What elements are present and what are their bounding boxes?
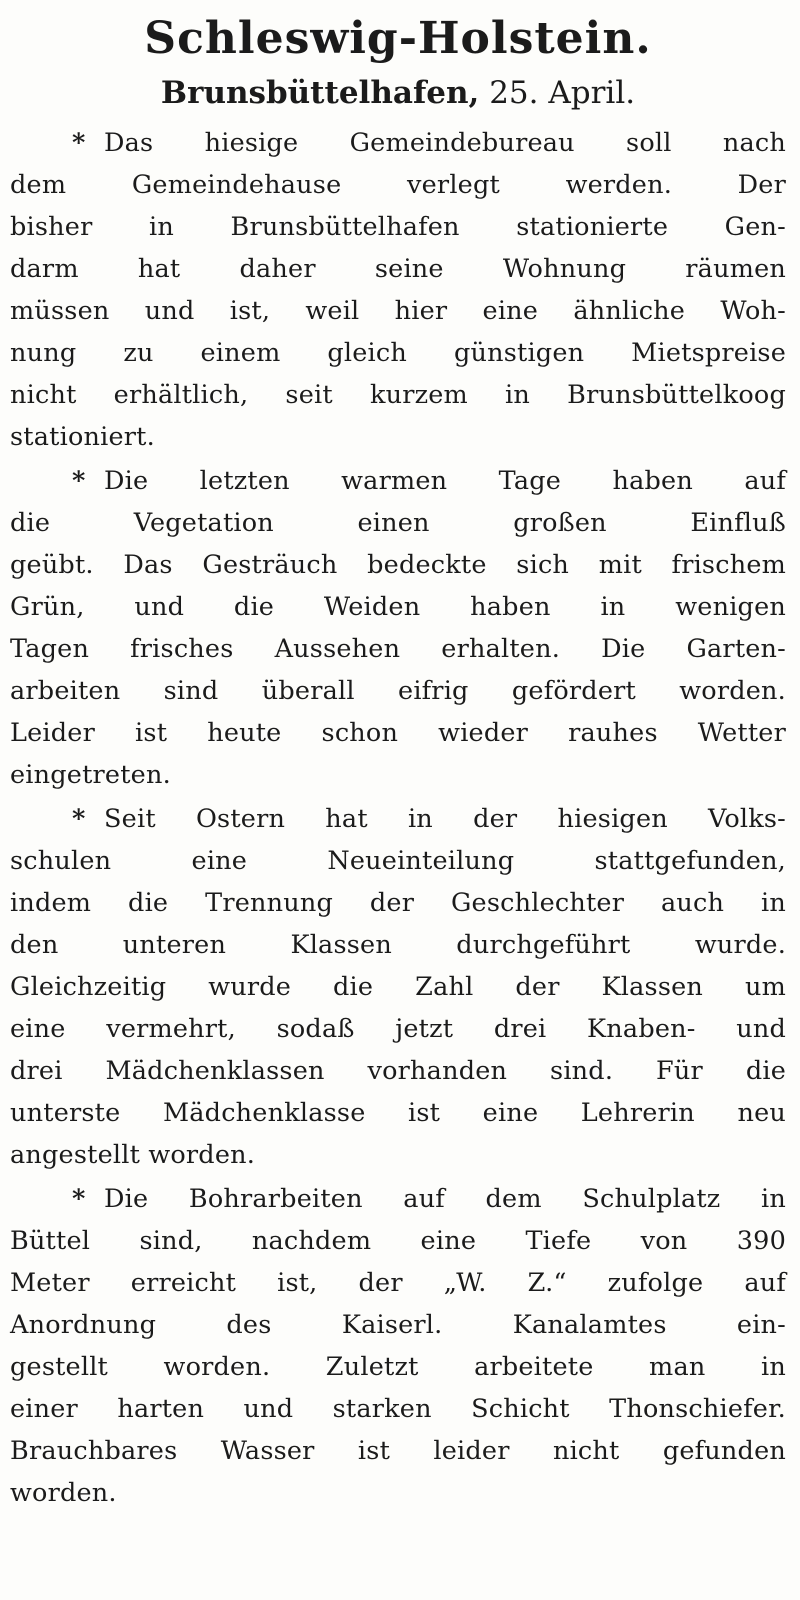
paragraph-line bbox=[10, 416, 786, 458]
line-text: Die letzten warmen Tage haben auf bbox=[104, 466, 786, 496]
paragraph-line bbox=[10, 1008, 786, 1050]
paragraph-line bbox=[10, 1472, 786, 1514]
line-text: nung zu einem gleich günstigen Mietspreise bbox=[10, 338, 786, 368]
line-text: drei Mädchenklassen vorhanden sind. Für die bbox=[10, 1056, 786, 1086]
line-text: Brauchbares Wasser ist leider nicht gefunden bbox=[10, 1436, 786, 1466]
line-text: darm hat daher seine Wohnung räumen bbox=[10, 254, 786, 284]
paragraph-marker: * bbox=[72, 1184, 86, 1214]
paragraph-line bbox=[10, 1346, 786, 1388]
line-text: den unteren Klassen durchgeführt wurde. bbox=[10, 930, 786, 960]
paragraph-line bbox=[10, 882, 786, 924]
line-text: indem die Trennung der Geschlechter auch in bbox=[10, 888, 786, 918]
line-text: Tagen frisches Aussehen erhalten. Die Garten- bbox=[10, 634, 786, 664]
paragraph-marker: * bbox=[72, 128, 86, 158]
paragraph-line bbox=[10, 332, 786, 374]
article-paragraph bbox=[10, 1178, 786, 1514]
line-text: Gleichzeitig wurde die Zahl der Klassen um bbox=[10, 972, 786, 1002]
line-text: bisher in Brunsbüttelhafen stationierte Gen- bbox=[10, 212, 786, 242]
line-text: Das hiesige Gemeindebureau soll nach bbox=[104, 128, 786, 158]
line-text: Seit Ostern hat in der hiesigen Volks- bbox=[104, 804, 786, 834]
dateline-place: Brunsbüttelhafen, bbox=[160, 75, 480, 111]
line-text: Leider ist heute schon wieder rauhes Wetter bbox=[10, 718, 786, 748]
line-text: gestellt worden. Zuletzt arbeitete man in bbox=[10, 1352, 786, 1382]
paragraph-line bbox=[10, 670, 786, 712]
paragraph-line bbox=[10, 502, 786, 544]
paragraph-line bbox=[10, 544, 786, 586]
section-heading: Schleswig-Holstein. bbox=[144, 13, 652, 64]
line-text: einer harten und starken Schicht Thonschiefer. bbox=[10, 1394, 786, 1424]
line-text: eine vermehrt, sodaß jetzt drei Knaben- und bbox=[10, 1014, 786, 1044]
article-paragraph bbox=[10, 122, 786, 458]
line-text: nicht erhältlich, seit kurzem in Brunsbüttelkoog bbox=[10, 380, 786, 410]
paragraph-line bbox=[10, 290, 786, 332]
paragraph-line bbox=[10, 798, 786, 840]
article-paragraph bbox=[10, 460, 786, 796]
paragraph-line bbox=[10, 1134, 786, 1176]
line-text: die Vegetation einen großen Einfluß bbox=[10, 508, 786, 538]
line-text: geübt. Das Gesträuch bedeckte sich mit frischem bbox=[10, 550, 786, 580]
line-text: worden. bbox=[10, 1478, 117, 1508]
dateline-date: 25. April. bbox=[489, 75, 636, 111]
paragraph-line bbox=[10, 628, 786, 670]
paragraph-line bbox=[10, 164, 786, 206]
paragraph-line bbox=[10, 1220, 786, 1262]
paragraph-line bbox=[10, 1178, 786, 1220]
line-text: arbeiten sind überall eifrig gefördert worden. bbox=[10, 676, 786, 706]
line-text: Büttel sind, nachdem eine Tiefe von 390 bbox=[10, 1226, 786, 1256]
line-text: Die Bohrarbeiten auf dem Schulplatz in bbox=[104, 1184, 786, 1214]
paragraph-line bbox=[10, 840, 786, 882]
line-text: Anordnung des Kaiserl. Kanalamtes ein- bbox=[10, 1310, 786, 1340]
line-text: angestellt worden. bbox=[10, 1140, 256, 1170]
paragraph-line bbox=[10, 1050, 786, 1092]
line-text: Grün, und die Weiden haben in wenigen bbox=[10, 592, 786, 622]
paragraph-line bbox=[10, 460, 786, 502]
paragraph-marker: * bbox=[72, 804, 86, 834]
paragraph-line bbox=[10, 374, 786, 416]
paragraph-line bbox=[10, 1092, 786, 1134]
line-text: dem Gemeindehause verlegt werden. Der bbox=[10, 170, 786, 200]
line-text: stationiert. bbox=[10, 422, 155, 452]
paragraph-line bbox=[10, 754, 786, 796]
paragraph-line bbox=[10, 248, 786, 290]
article-paragraph bbox=[10, 798, 786, 1176]
line-text: Meter erreicht ist, der „W. Z.“ zufolge auf bbox=[10, 1268, 786, 1298]
paragraph-line bbox=[10, 1262, 786, 1304]
paragraph-line bbox=[10, 1430, 786, 1472]
paragraph-marker: * bbox=[72, 466, 86, 496]
paragraph-line bbox=[10, 1304, 786, 1346]
line-text: müssen und ist, weil hier eine ähnliche Woh- bbox=[10, 296, 786, 326]
paragraph-line bbox=[10, 586, 786, 628]
paragraph-line bbox=[10, 924, 786, 966]
paragraph-line bbox=[10, 712, 786, 754]
paragraph-line bbox=[10, 1388, 786, 1430]
line-text: schulen eine Neueinteilung stattgefunden, bbox=[10, 846, 786, 876]
article-body bbox=[10, 122, 786, 1514]
paragraph-line bbox=[10, 966, 786, 1008]
line-text: eingetreten. bbox=[10, 760, 171, 790]
line-text: unterste Mädchenklasse ist eine Lehrerin neu bbox=[10, 1098, 786, 1128]
paragraph-line bbox=[10, 206, 786, 248]
dateline bbox=[10, 70, 786, 116]
paragraph-line bbox=[10, 122, 786, 164]
